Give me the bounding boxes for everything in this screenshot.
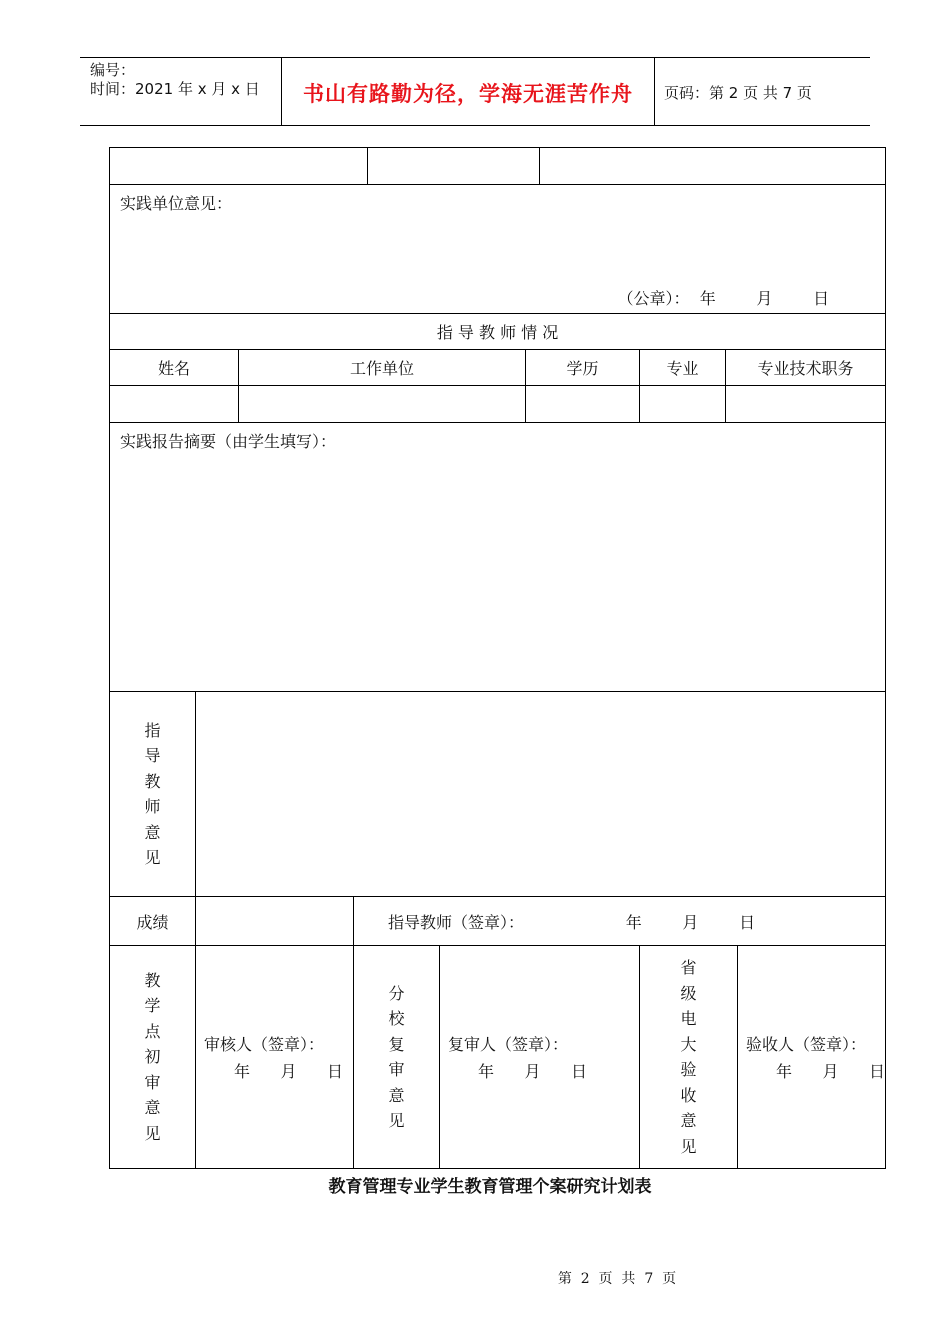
- teacher-work-unit-field[interactable]: [239, 386, 526, 423]
- page-footer: 第 2 页 共 7 页: [557, 1271, 677, 1287]
- col-header-work-unit: 工作单位: [239, 350, 526, 386]
- application-form-table: [109, 147, 886, 1169]
- initial-review-label: [110, 946, 196, 1169]
- teacher-education-field[interactable]: [526, 386, 640, 423]
- score-label: 成绩: [110, 897, 196, 946]
- label-char: 教: [144, 970, 161, 990]
- label-char: 导: [144, 746, 161, 765]
- teacher-sign-line: 指导教师（签章）： 年 月 日: [354, 897, 886, 946]
- label-char: 教: [144, 771, 161, 791]
- col-header-major: 专业: [640, 350, 726, 386]
- teacher-opinion-field[interactable]: [196, 692, 886, 897]
- summary-label: 实践报告摘要（由学生填写）：: [120, 432, 337, 451]
- teacher-opinion-row: [110, 692, 886, 897]
- teacher-section-title: 指 导 教 师 情 况: [110, 314, 886, 350]
- teacher-name-field[interactable]: [110, 386, 239, 423]
- summary-cell[interactable]: [110, 423, 886, 692]
- label-char: 级: [680, 983, 697, 1003]
- unit-seal-date-line: （公章）： 年 月 日: [617, 289, 830, 308]
- label-char: 大: [680, 1034, 697, 1054]
- label-char: 复: [388, 1034, 405, 1054]
- col-header-education: 学历: [526, 350, 640, 386]
- rechecker-sign-label: 复审人（签章）：: [448, 1035, 569, 1054]
- blank-cell-1[interactable]: [110, 148, 368, 185]
- reviewer-date: 年 月 日: [234, 1062, 344, 1081]
- label-char: 意: [144, 822, 161, 842]
- province-acceptance-label: [640, 946, 738, 1169]
- label-char: 收: [680, 1085, 697, 1105]
- acceptor-sign-label: 验收人（签章）：: [746, 1035, 867, 1054]
- label-char: 见: [680, 1136, 697, 1156]
- score-field[interactable]: [196, 897, 354, 946]
- header-motto: 书山有路勤为径，学海无涯苦作舟: [303, 82, 633, 106]
- province-acceptance-field[interactable]: [738, 946, 886, 1169]
- review-row: [110, 946, 886, 1169]
- label-char: 审: [144, 1072, 161, 1092]
- label-char: 点: [144, 1021, 161, 1041]
- label-char: 学: [144, 996, 161, 1016]
- teacher-data-row: [110, 386, 886, 423]
- label-char: 见: [144, 1123, 161, 1143]
- label-char: 校: [388, 1009, 405, 1028]
- header-number-label: 编号：: [90, 61, 136, 79]
- header-bottom-rule: [80, 125, 870, 126]
- teacher-opinion-label: [110, 692, 196, 897]
- label-char: 意: [388, 1085, 405, 1105]
- initial-review-field[interactable]: [196, 946, 354, 1169]
- label-char: 审: [388, 1060, 405, 1079]
- teacher-header-row: [110, 350, 886, 386]
- branch-review-field[interactable]: [440, 946, 640, 1169]
- blank-top-row: [110, 148, 886, 185]
- teacher-section-title-row: [110, 314, 886, 350]
- teacher-major-field[interactable]: [640, 386, 726, 423]
- header-time-label: 时间：2021 年 x 月 x 日: [90, 80, 260, 98]
- header-top-rule: [80, 57, 870, 58]
- blank-cell-3[interactable]: [540, 148, 886, 185]
- label-char: 电: [680, 1009, 697, 1028]
- blank-cell-2[interactable]: [368, 148, 540, 185]
- acceptor-date: 年 月 日: [776, 1062, 886, 1081]
- label-char: 省: [680, 958, 697, 977]
- score-row: [110, 897, 886, 946]
- rechecker-date: 年 月 日: [478, 1062, 588, 1081]
- teacher-title-field[interactable]: [726, 386, 886, 423]
- label-char: 见: [144, 848, 161, 867]
- header-page-label: 页码：第 2 页 共 7 页: [664, 84, 812, 102]
- label-char: 意: [680, 1111, 697, 1130]
- reviewer-sign-label: 审核人（签章）：: [204, 1035, 325, 1054]
- col-header-title: 专业技术职务: [726, 350, 886, 386]
- label-char: 师: [144, 797, 161, 816]
- unit-opinion-label: 实践单位意见：: [120, 194, 233, 213]
- form-title: 教育管理专业学生教育管理个案研究计划表: [328, 1177, 652, 1197]
- unit-opinion-cell[interactable]: [110, 185, 886, 314]
- col-header-name: 姓名: [110, 350, 239, 386]
- branch-review-label: [354, 946, 440, 1169]
- label-char: 验: [680, 1060, 697, 1079]
- label-char: 指: [144, 720, 161, 740]
- label-char: 意: [144, 1098, 161, 1118]
- header-divider-right: [654, 58, 655, 125]
- label-char: 分: [388, 983, 405, 1003]
- label-char: 见: [388, 1111, 405, 1130]
- label-char: 初: [144, 1047, 161, 1067]
- summary-row: [110, 423, 886, 692]
- unit-opinion-row: [110, 185, 886, 314]
